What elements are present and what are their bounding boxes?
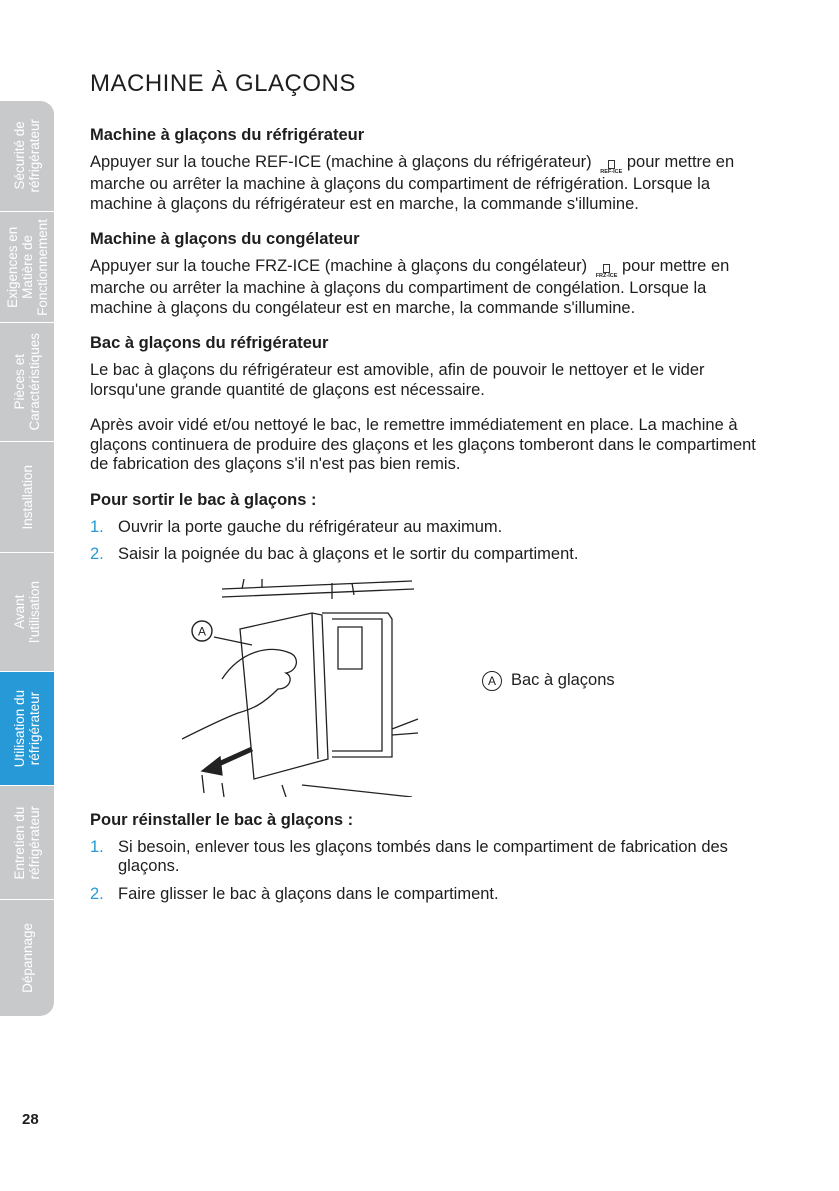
tab-label: Utilisation du réfrigérateur: [12, 689, 42, 768]
fridge-ice-paragraph: [90, 153, 760, 214]
legend-letter: A: [482, 671, 502, 691]
list-item: [90, 838, 760, 877]
page-number: 28: [22, 1111, 39, 1128]
tab-entretien[interactable]: [0, 785, 54, 899]
ref-ice-button-icon: [600, 160, 622, 175]
section-heading-reinstall: Pour réinstaller le bac à glaçons :: [90, 810, 354, 829]
section-heading-fridge-ice: Machine à glaçons du réfrigérateur: [90, 126, 365, 144]
freezer-ice-text-1: Appuyer sur la touche FRZ-ICE (machine à glaçons du congélateur): [90, 257, 588, 275]
fridge-ice-text-2: pour mettre en marche ou arrêter la machine à glaçons du compartiment de réfrigération. Lorsque la machine à glaçons du réfrigérateur est en marche, la commande s'illumine.: [90, 153, 735, 213]
tab-label: Exigences en Matière de Fonctionnement: [4, 218, 50, 316]
tab-utilisation[interactable]: [0, 671, 54, 785]
step-number: 1.: [90, 517, 104, 536]
page-content: [90, 70, 760, 918]
freezer-ice-paragraph: [90, 257, 760, 318]
tab-pieces[interactable]: [0, 322, 54, 441]
fridge-ice-text-1: Appuyer sur la touche REF-ICE (machine à glaçons du réfrigérateur): [90, 153, 592, 171]
tab-depannage[interactable]: [0, 899, 54, 1016]
frz-ice-icon-label: FRZ-ICE: [595, 273, 618, 279]
ref-ice-icon-label: REF-ICE: [600, 169, 623, 175]
page-title: MACHINE À GLAÇONS: [90, 70, 356, 97]
tab-avant-utilisation[interactable]: [0, 552, 54, 671]
tab-securite[interactable]: [0, 100, 54, 211]
step-text: Ouvrir la porte gauche du réfrigérateur au maximum.: [118, 517, 503, 536]
tab-exigences[interactable]: [0, 211, 54, 322]
tab-installation[interactable]: [0, 441, 54, 552]
tab-label: Entretien du réfrigérateur: [12, 805, 42, 880]
list-item: [90, 885, 760, 905]
section-heading-remove: Pour sortir le bac à glaçons :: [90, 490, 317, 509]
step-text: Saisir la poignée du bac à glaçons et le sortir du compartiment.: [118, 545, 579, 563]
list-item: [90, 545, 760, 565]
step-number: 1.: [90, 837, 104, 856]
figure-row: [90, 579, 760, 797]
tab-label: Installation: [19, 464, 35, 530]
tab-label: Avant l'utilisation: [12, 581, 42, 643]
step-number: 2.: [90, 545, 104, 563]
tab-label: Dépannage: [19, 923, 35, 993]
figure-legend: [482, 671, 615, 691]
ice-bin-paragraph-1: Le bac à glaçons du réfrigérateur est amovible, afin de pouvoir le nettoyer et le vider lorsqu'une grande quantité de glaçons est nécessaire.: [90, 361, 705, 399]
figure-callout: A: [197, 624, 207, 638]
tab-label: Pièces et Caractéristiques: [12, 333, 42, 431]
section-heading-freezer-ice: Machine à glaçons du congélateur: [90, 230, 360, 248]
remove-steps: [90, 518, 760, 565]
list-item: [90, 518, 760, 538]
step-text: Faire glisser le bac à glaçons dans le compartiment.: [118, 884, 499, 903]
freezer-ice-text-2: pour mettre en marche ou arrêter la machine à glaçons du compartiment de congélation. Lorsque la machine à glaçons du congélateur est en marche, la commande s'illumine.: [90, 257, 730, 317]
reinstall-steps: [90, 838, 760, 905]
section-heading-ice-bin: Bac à glaçons du réfrigérateur: [90, 334, 329, 352]
frz-ice-button-icon: [596, 264, 618, 279]
ice-bin-paragraph-2: Après avoir vidé et/ou nettoyé le bac, le remettre immédiatement en place. La machine à glaçons continuera de produire des glaçons et les glaçons tomberont dans le compartiment de fabrication des glaçons s'il n'est pas bien remis.: [90, 416, 756, 473]
tab-label: Sécurité de réfrigérateur: [12, 119, 42, 193]
legend-text: Bac à glaçons: [511, 671, 615, 689]
step-text: Si besoin, enlever tous les glaçons tombés dans le compartiment de fabrication des glaçons.: [118, 837, 728, 875]
ice-bin-illustration: [182, 579, 422, 797]
step-number: 2.: [90, 884, 104, 903]
